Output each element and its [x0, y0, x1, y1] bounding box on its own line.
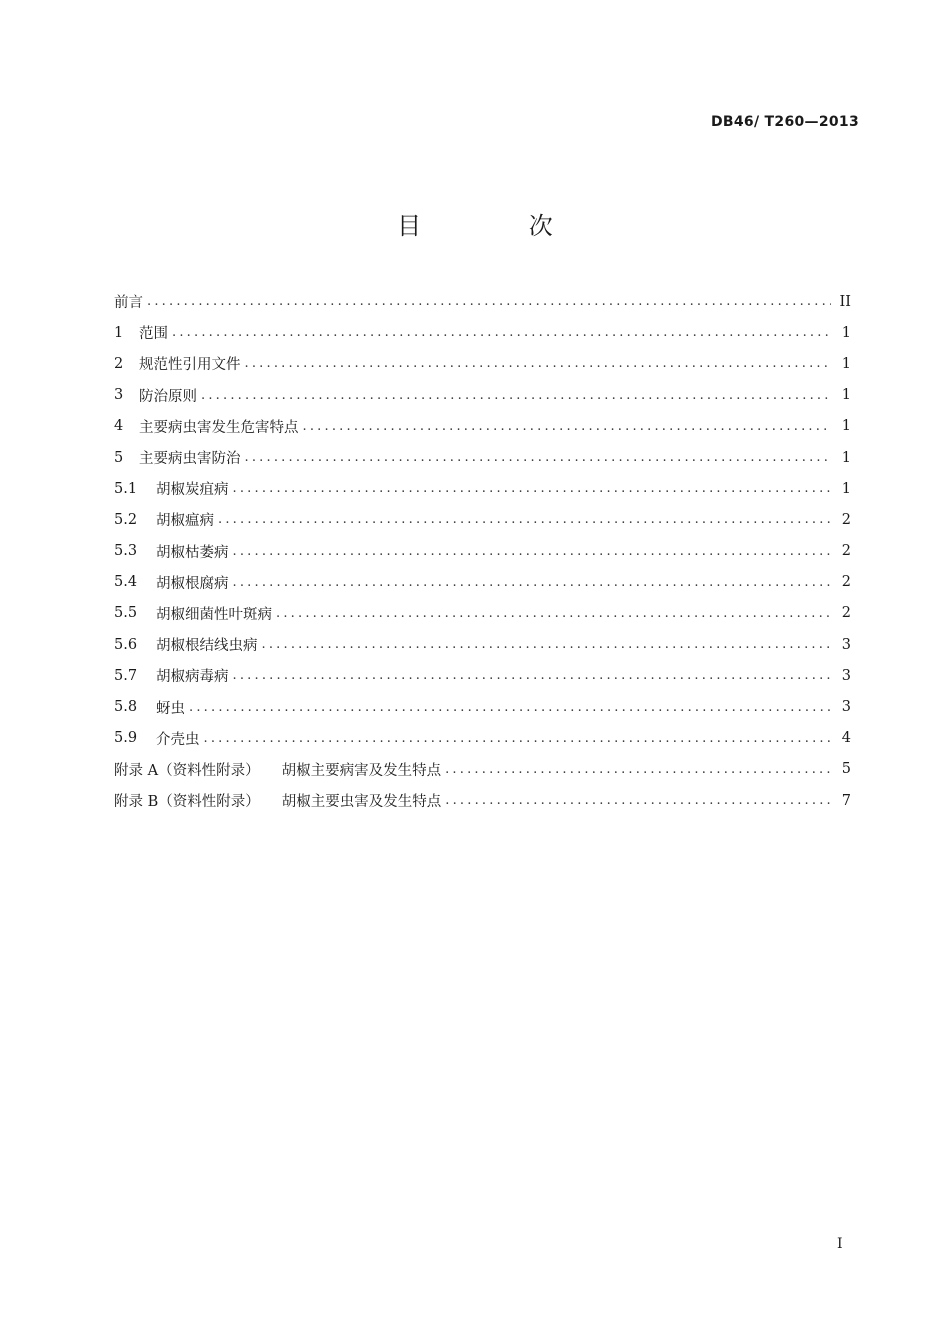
toc-entry-number: 5.4 [114, 574, 138, 591]
toc-entry-2[interactable] [114, 348, 851, 379]
toc-entry-page: 2 [841, 511, 851, 528]
toc-entry-label: 规范性引用文件 [139, 357, 241, 374]
toc-entry-number: 5.8 [114, 699, 138, 716]
toc-entry-5-6[interactable] [114, 629, 851, 660]
toc-entry-5-1[interactable] [114, 473, 851, 504]
toc-entry-label: 胡椒根腐病 [156, 575, 229, 592]
toc-entry-page: 3 [841, 636, 851, 653]
toc-entry-page: 2 [841, 543, 851, 560]
toc-entry-number: 5.2 [114, 511, 138, 528]
toc-entry-label: 胡椒瘟病 [156, 513, 214, 530]
toc-entry-label: 防治原则 [139, 388, 197, 405]
toc-entry-page: 1 [841, 387, 851, 404]
toc-entry-5-9[interactable] [114, 723, 851, 754]
toc-entry-number: 5.5 [114, 605, 138, 622]
toc-entry-page: 7 [841, 792, 851, 809]
toc-leader-dots [233, 575, 832, 590]
toc-entry-page: 3 [841, 699, 851, 716]
toc-entry-label: 主要病虫害发生危害特点 [139, 419, 299, 436]
toc-leader-dots [172, 325, 831, 340]
toc-entry-page: 4 [841, 730, 851, 747]
toc-entry-sublabel: 胡椒主要病害及发生特点 [281, 762, 442, 779]
toc-entry-page: 1 [841, 418, 851, 435]
page-title: 目 次 [397, 212, 603, 240]
toc-leader-dots [233, 668, 832, 683]
toc-entry-page: 2 [841, 574, 851, 591]
toc-entry-page: 1 [841, 480, 851, 497]
toc-entry-page: 1 [841, 449, 851, 466]
toc-entry-label: 附录 A（资料性附录） [114, 762, 260, 779]
toc-entry-5-4[interactable] [114, 567, 851, 598]
toc-entry-page: 1 [841, 355, 851, 372]
toc-entry-label: 胡椒枯萎病 [156, 544, 229, 561]
toc-entry-label: 胡椒细菌性叶斑病 [156, 606, 272, 623]
toc-entry-page: 5 [841, 761, 851, 778]
toc-entry-5[interactable] [114, 442, 851, 473]
toc-leader-dots [445, 762, 831, 777]
toc-leader-dots [201, 388, 831, 403]
toc-entry-label: 范围 [139, 326, 168, 343]
toc-entry-5-5[interactable] [114, 598, 851, 629]
toc-leader-dots [303, 419, 832, 434]
toc-entry-number: 3 [114, 387, 124, 404]
toc-entry-label: 主要病虫害防治 [139, 451, 241, 468]
toc-entry-5-7[interactable] [114, 660, 851, 691]
toc-entry-page: 2 [841, 605, 851, 622]
toc-entry-number: 4 [114, 418, 124, 435]
toc-entry-number: 5.7 [114, 667, 138, 684]
toc-entry-1[interactable] [114, 317, 851, 348]
toc-leader-dots [204, 731, 832, 746]
toc-leader-dots [445, 793, 831, 808]
toc-leader-dots [245, 450, 832, 465]
toc-entry-foreword[interactable] [114, 286, 851, 317]
toc-entry-number: 5 [114, 449, 124, 466]
toc-entry-5-3[interactable] [114, 536, 851, 567]
toc-entry-label: 附录 B（资料性附录） [114, 794, 260, 811]
toc-leader-dots [245, 356, 832, 371]
page-number: I [837, 1236, 843, 1252]
toc-entry-5-2[interactable] [114, 504, 851, 535]
table-of-contents [114, 286, 851, 816]
toc-entry-4[interactable] [114, 411, 851, 442]
toc-leader-dots [233, 544, 832, 559]
toc-entry-sublabel: 胡椒主要虫害及发生特点 [281, 794, 442, 811]
toc-entry-page: 3 [841, 667, 851, 684]
toc-entry-number: 5.3 [114, 543, 138, 560]
toc-entry-number: 5.1 [114, 480, 138, 497]
toc-entry-5-8[interactable] [114, 691, 851, 722]
toc-entry-label: 胡椒病毒病 [156, 669, 229, 686]
toc-entry-label: 胡椒炭疽病 [156, 482, 229, 499]
toc-entry-3[interactable] [114, 380, 851, 411]
toc-entry-label: 前言 [114, 295, 143, 312]
toc-leader-dots [233, 481, 832, 496]
toc-entry-page: II [839, 293, 851, 310]
toc-entry-label: 介壳虫 [156, 731, 200, 748]
toc-entry-number: 5.9 [114, 730, 138, 747]
toc-entry-appendix-a[interactable] [114, 754, 851, 785]
toc-leader-dots [189, 700, 831, 715]
toc-entry-number: 2 [114, 355, 124, 372]
toc-entry-appendix-b[interactable] [114, 785, 851, 816]
toc-entry-number: 1 [114, 324, 124, 341]
toc-entry-number: 5.6 [114, 636, 138, 653]
toc-leader-dots [218, 512, 831, 527]
toc-entry-label: 蚜虫 [156, 700, 185, 717]
toc-entry-page: 1 [841, 324, 851, 341]
toc-entry-label: 胡椒根结线虫病 [156, 638, 258, 655]
toc-leader-dots [147, 294, 831, 309]
toc-leader-dots [262, 637, 832, 652]
toc-leader-dots [276, 606, 831, 621]
doc-code: DB46/ T260—2013 [711, 114, 859, 130]
